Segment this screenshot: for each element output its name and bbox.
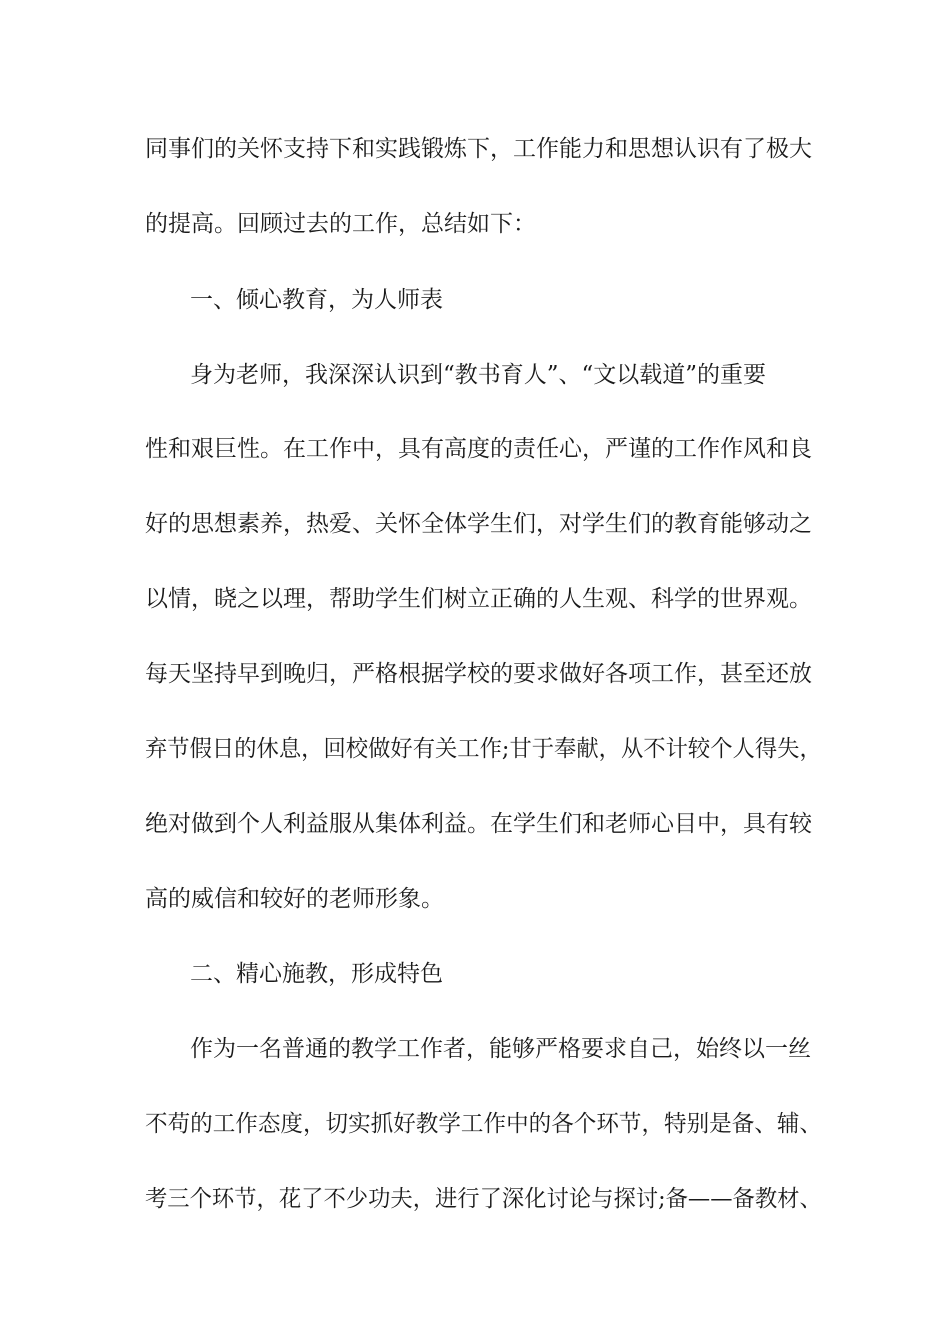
text-line: 考三个环节，花了不少功夫，进行了深化讨论与探讨;备——备教材、	[145, 1186, 822, 1212]
text-line: 同事们的关怀支持下和实践锻炼下，工作能力和思想认识有了极大	[145, 136, 812, 162]
text-line: 每天坚持早到晚归，严格根据学校的要求做好各项工作，甚至还放	[145, 661, 812, 687]
text-line: 作为一名普通的教学工作者，能够严格要求自己，始终以一丝	[190, 1036, 811, 1062]
text-line: 的提高。回顾过去的工作，总结如下：	[145, 211, 536, 237]
section-heading: 一、倾心教育，为人师表	[190, 287, 443, 313]
text-line: 弃节假日的休息，回校做好有关工作;甘于奉献，从不计较个人得失，	[145, 736, 822, 762]
section-heading: 二、精心施教，形成特色	[190, 961, 443, 987]
text-line: 身为老师，我深深认识到“教书育人”、“文以载道”的重要	[190, 362, 767, 388]
text-line: 好的思想素养，热爱、关怀全体学生们，对学生们的教育能够动之	[145, 511, 812, 537]
text-line: 以情，晓之以理，帮助学生们树立正确的人生观、科学的世界观。	[145, 586, 812, 612]
text-line: 高的威信和较好的老师形象。	[145, 886, 444, 912]
text-line: 不苟的工作态度，切实抓好教学工作中的各个环节，特别是备、辅、	[145, 1111, 822, 1137]
text-line: 绝对做到个人利益服从集体利益。在学生们和老师心目中，具有较	[145, 811, 812, 837]
text-line: 性和艰巨性。在工作中，具有高度的责任心，严谨的工作作风和良	[145, 436, 812, 462]
